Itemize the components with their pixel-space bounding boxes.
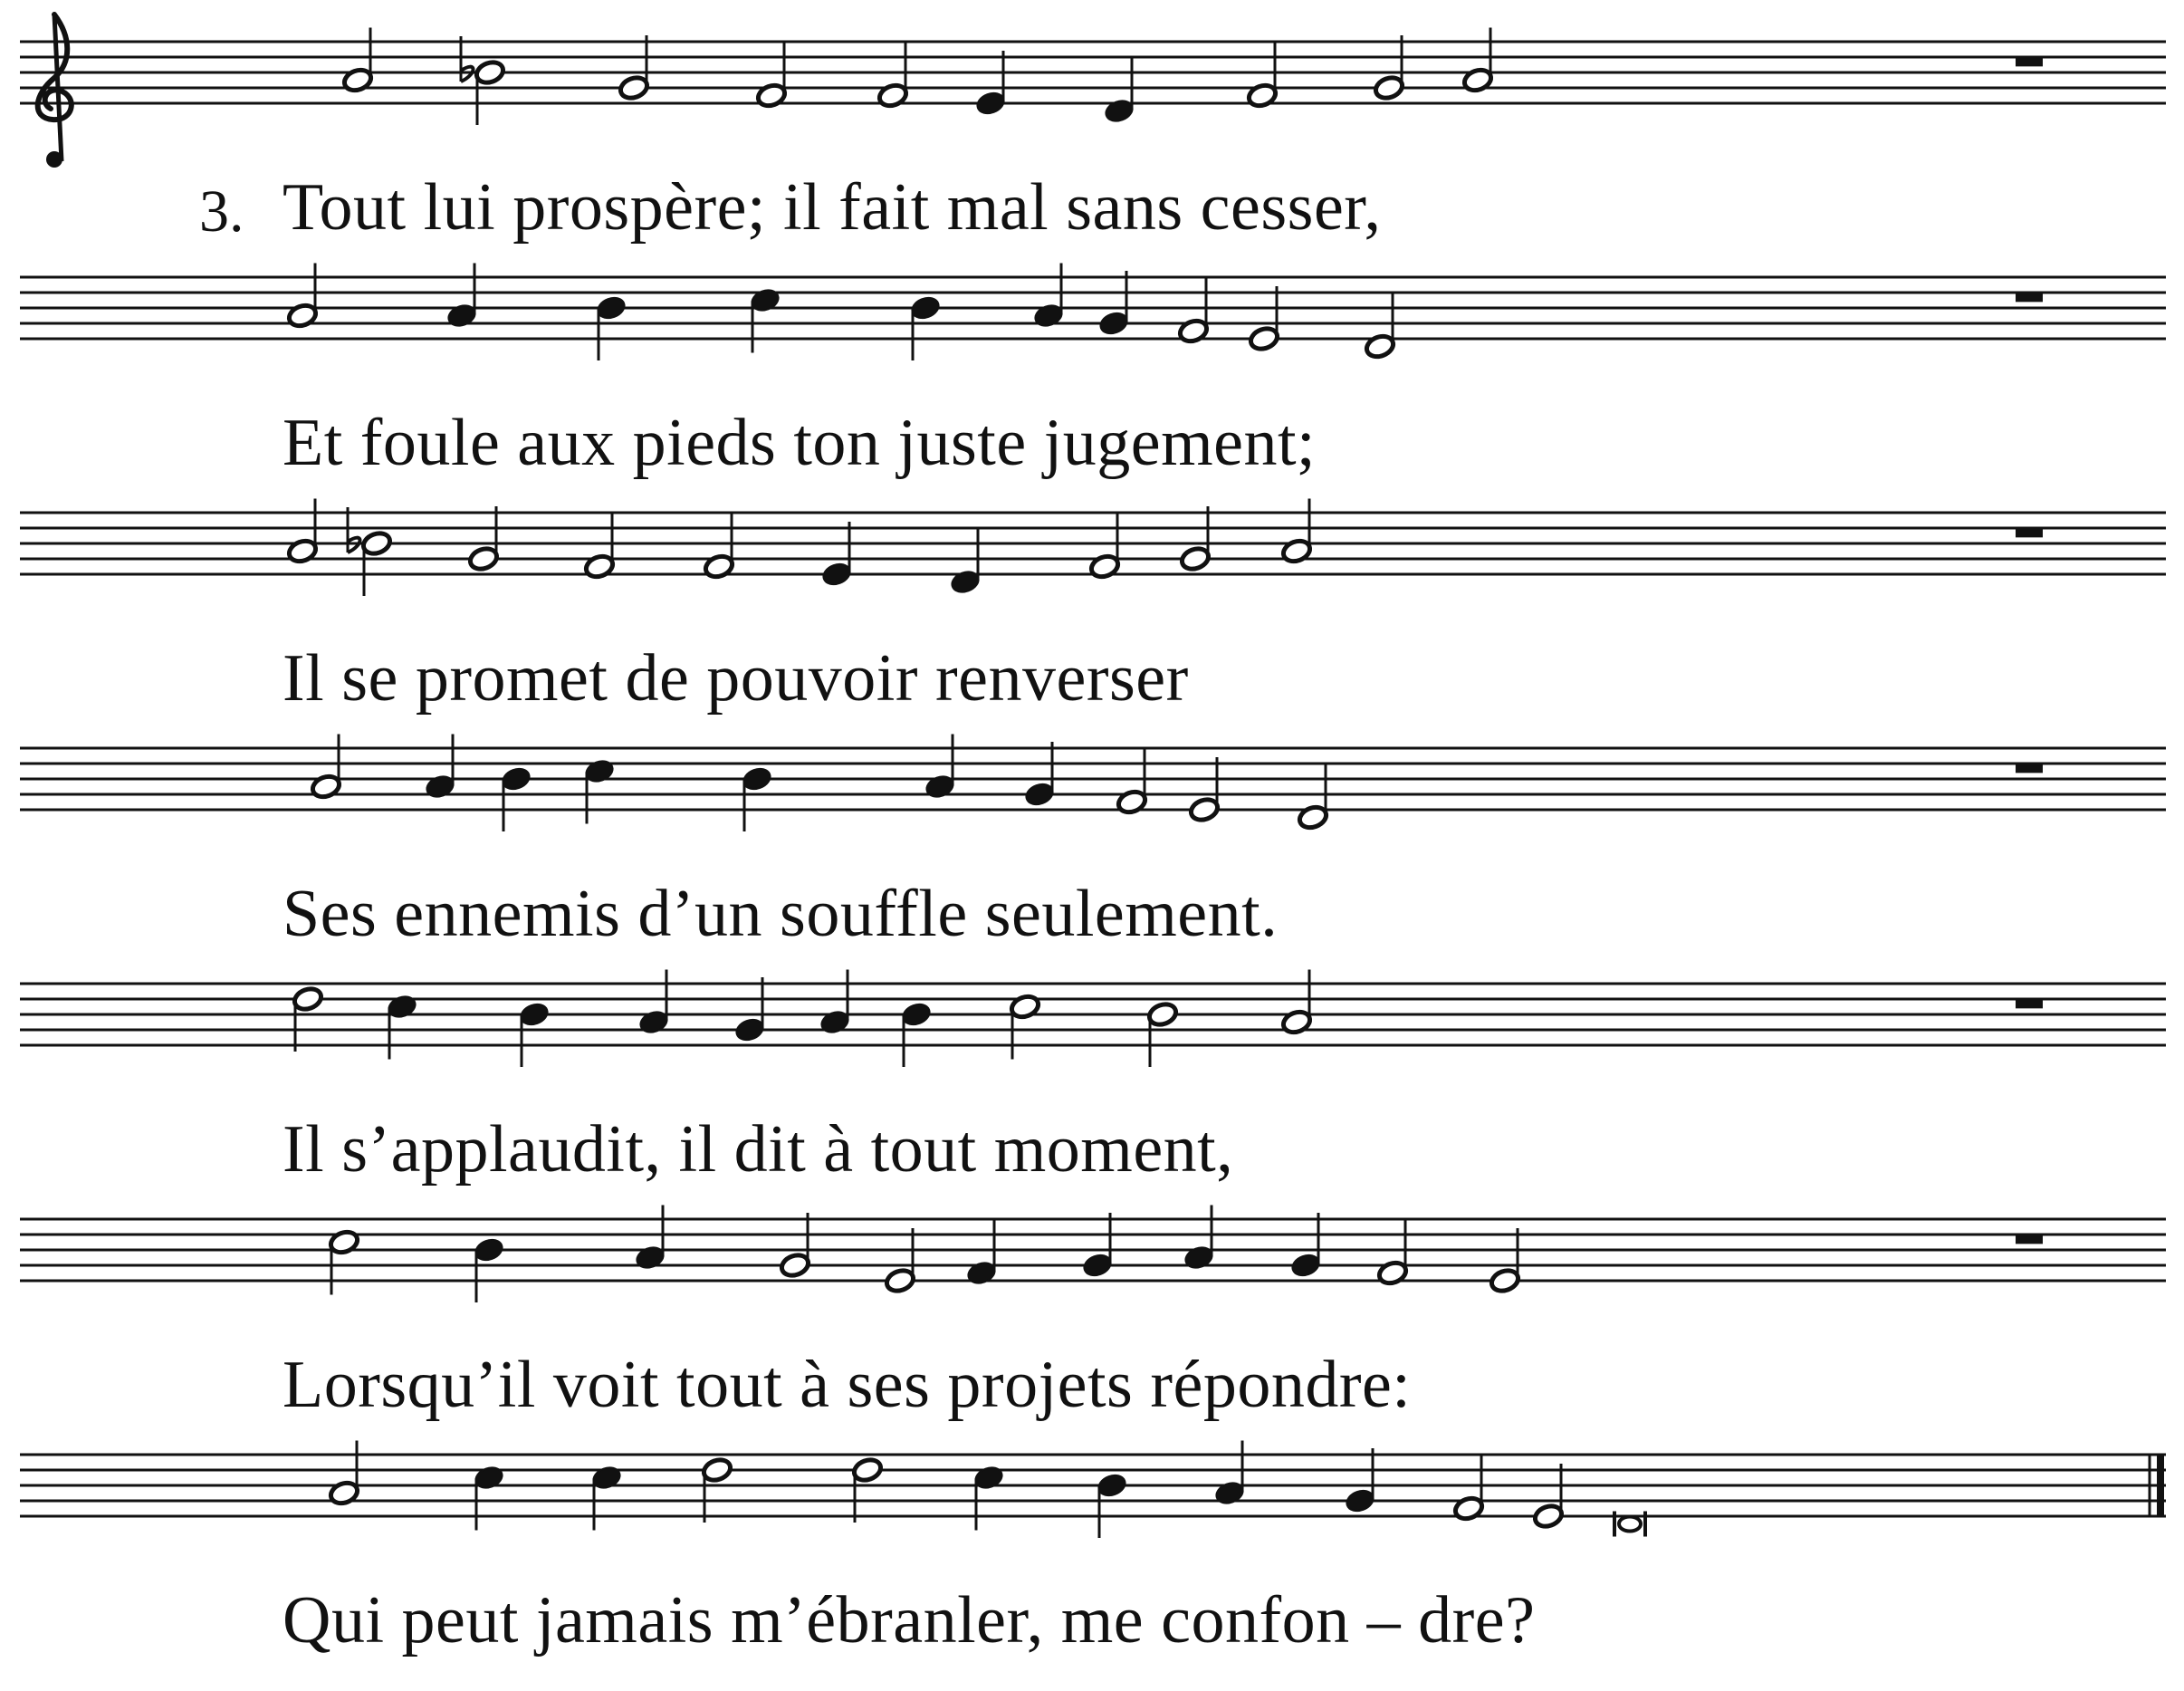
note <box>972 1465 1004 1531</box>
note-head <box>974 90 1006 117</box>
note-head <box>1280 1009 1312 1036</box>
note-head <box>749 287 781 314</box>
note-head <box>328 1229 359 1256</box>
note-head <box>590 1465 622 1492</box>
note-head <box>473 1465 504 1492</box>
note <box>634 1206 666 1272</box>
note-head <box>1213 1480 1245 1507</box>
note <box>820 522 852 588</box>
staff-system <box>20 264 2166 361</box>
note-head <box>1096 1472 1127 1499</box>
note <box>1032 264 1064 330</box>
note <box>1146 1001 1178 1067</box>
note <box>310 735 341 801</box>
note-head <box>733 1016 765 1043</box>
lyric-line: Tout lui prospère; il fait mal sans cesser, <box>283 170 1382 245</box>
note-head <box>779 1252 810 1279</box>
note-head <box>518 1001 550 1028</box>
note <box>1280 970 1312 1036</box>
lyric-line: Qui peut jamais m’ébranler, me confon – dre? <box>283 1583 1536 1657</box>
staff-system <box>20 735 2166 832</box>
note <box>1489 1228 1520 1294</box>
note-head <box>286 303 318 330</box>
note-head <box>949 569 981 596</box>
note-head <box>1489 1267 1520 1294</box>
note-head <box>1364 333 1395 360</box>
note-head <box>1188 796 1220 823</box>
note <box>1188 757 1220 823</box>
note-head <box>634 1244 666 1272</box>
note-head <box>1344 1487 1375 1514</box>
note-head <box>360 530 392 557</box>
note-head <box>1373 74 1404 101</box>
note <box>286 264 318 330</box>
note-head <box>851 1456 883 1484</box>
note-head <box>1248 325 1279 352</box>
note <box>884 1228 915 1294</box>
note-head <box>1116 789 1147 816</box>
lyric-line: Ses ennemis d’un souffle seulement. <box>283 877 1279 951</box>
note <box>819 970 850 1036</box>
note-head <box>1532 1503 1564 1530</box>
note <box>286 499 318 565</box>
note <box>1532 1464 1564 1530</box>
note <box>1081 1213 1113 1279</box>
half-rest-icon <box>2016 1235 2043 1244</box>
note <box>637 970 669 1036</box>
staff-system <box>20 14 2166 168</box>
note <box>386 994 417 1060</box>
note-head <box>1297 804 1328 831</box>
note-head <box>1146 1001 1178 1028</box>
note <box>348 507 393 596</box>
note-head <box>310 773 341 801</box>
note-head <box>820 561 852 588</box>
note <box>1280 499 1312 565</box>
note <box>1177 279 1209 345</box>
note-head <box>583 758 615 785</box>
note <box>1289 1213 1321 1279</box>
note-head <box>1376 1260 1408 1287</box>
note-head <box>473 1236 504 1263</box>
note <box>473 1465 504 1531</box>
note <box>473 1236 504 1302</box>
note <box>876 43 908 110</box>
note-head <box>1619 1517 1641 1532</box>
note <box>703 514 734 581</box>
note <box>900 1001 932 1067</box>
note-head <box>500 765 532 793</box>
note-head <box>583 553 615 581</box>
lyric-line: Il s’applaudit, il dit à tout moment, <box>283 1112 1234 1187</box>
note-head <box>1289 1252 1321 1279</box>
note-head <box>595 294 627 322</box>
note-head <box>701 1456 733 1484</box>
note <box>1376 1221 1408 1287</box>
note <box>1103 59 1135 125</box>
note-head <box>900 1001 932 1028</box>
note <box>1009 994 1040 1060</box>
note-head <box>618 74 649 101</box>
note-head <box>1088 553 1120 581</box>
note-head <box>876 82 908 110</box>
note <box>1246 43 1278 110</box>
note <box>1179 506 1211 572</box>
note-head <box>884 1267 915 1294</box>
note-head <box>703 553 734 581</box>
note <box>328 1229 359 1295</box>
note <box>851 1456 883 1523</box>
note <box>1096 1472 1127 1538</box>
note <box>461 36 506 125</box>
note-head <box>1032 303 1064 330</box>
note-head <box>924 773 955 801</box>
note <box>965 1221 997 1287</box>
note <box>595 294 627 360</box>
note <box>1373 35 1404 101</box>
note <box>518 1001 550 1067</box>
note-head <box>1177 318 1209 345</box>
note <box>1183 1206 1214 1272</box>
note <box>1213 1441 1245 1507</box>
note <box>1461 28 1493 94</box>
half-rest-icon <box>2016 293 2043 302</box>
treble-clef-icon <box>38 14 72 168</box>
note-head <box>1280 538 1312 565</box>
note-head <box>328 1480 359 1507</box>
note-head <box>1183 1244 1214 1272</box>
note-head <box>909 294 941 322</box>
note <box>755 43 787 110</box>
note <box>1452 1456 1484 1523</box>
note <box>1344 1448 1375 1514</box>
note <box>424 735 455 801</box>
staff-system <box>20 499 2166 597</box>
note-head <box>1461 67 1493 94</box>
lyric-line: Lorsqu’il voit tout à ses projets répondre: <box>283 1348 1412 1422</box>
note <box>924 735 955 801</box>
half-rest-icon <box>2016 529 2043 537</box>
note <box>741 765 772 831</box>
note-head <box>1009 994 1040 1021</box>
note-head <box>286 538 318 565</box>
note <box>583 758 615 824</box>
note-head <box>1103 98 1135 125</box>
note-head <box>386 994 417 1021</box>
note <box>1248 286 1279 352</box>
half-rest-icon <box>2016 1000 2043 1008</box>
note-head <box>467 545 499 572</box>
barline-thick <box>2157 1455 2164 1516</box>
staff-system <box>20 970 2166 1068</box>
half-rest-icon <box>2016 58 2043 66</box>
verse-number: 3. <box>199 178 244 245</box>
note <box>949 530 981 596</box>
note-head <box>341 67 373 94</box>
note <box>618 35 649 101</box>
note-head <box>474 59 505 86</box>
note <box>445 264 477 330</box>
note-head <box>445 303 477 330</box>
staff-system <box>20 1206 2166 1303</box>
note-head <box>965 1260 997 1287</box>
note-head <box>819 1009 850 1036</box>
note <box>500 765 532 831</box>
note <box>733 977 765 1043</box>
note <box>1364 294 1395 360</box>
note-head <box>1023 781 1055 808</box>
note <box>749 287 781 353</box>
note-head <box>292 985 323 1013</box>
note <box>779 1213 810 1279</box>
staff-system <box>20 1441 2166 1539</box>
note <box>701 1456 733 1523</box>
note <box>1097 271 1129 337</box>
note <box>583 514 615 581</box>
note <box>1297 765 1328 831</box>
note <box>467 506 499 572</box>
lyric-line: Il se promet de pouvoir renverser <box>283 641 1189 716</box>
note <box>328 1441 359 1507</box>
half-rest-icon <box>2016 764 2043 773</box>
note-head <box>755 82 787 110</box>
note-head <box>1246 82 1278 110</box>
note <box>974 51 1006 117</box>
note <box>1116 750 1147 816</box>
note-head <box>637 1009 669 1036</box>
note-head <box>741 765 772 793</box>
note <box>590 1465 622 1531</box>
lyric-line: Et foule aux pieds ton juste jugement; <box>283 406 1317 480</box>
note-head <box>1452 1495 1484 1523</box>
note-head <box>1097 310 1129 337</box>
note <box>1023 742 1055 808</box>
note <box>292 985 323 1052</box>
note <box>909 294 941 360</box>
note-head <box>424 773 455 801</box>
note <box>1088 514 1120 581</box>
note-head <box>1081 1252 1113 1279</box>
note-head <box>972 1465 1004 1492</box>
note <box>341 28 373 94</box>
note-head <box>1179 545 1211 572</box>
